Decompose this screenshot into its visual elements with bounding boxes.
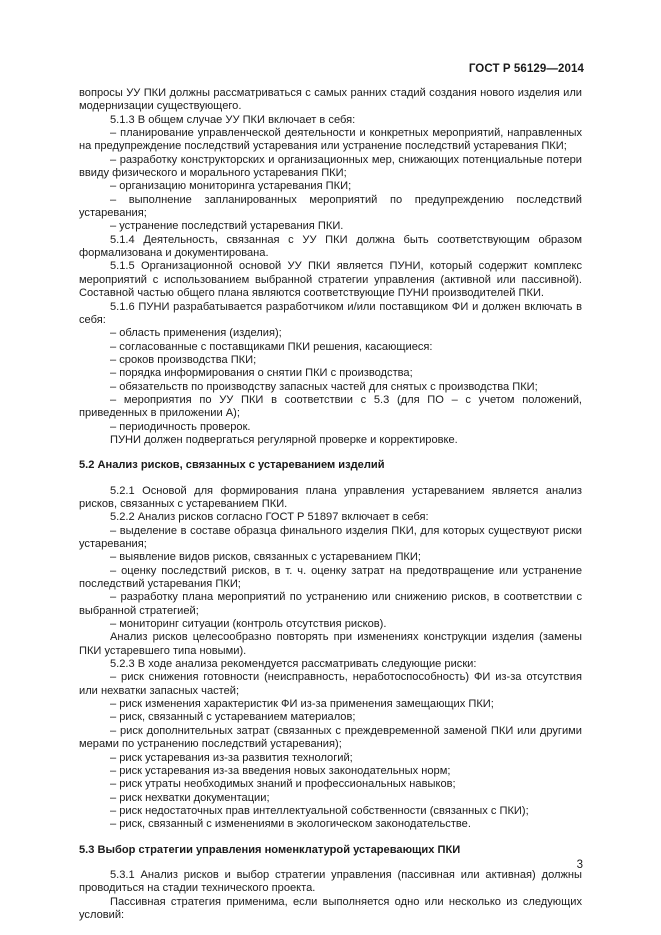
paragraph: – риск дополнительных затрат (связанных с преждевременной заменой ПКИ или другими мерами по устранению последствий устаревания);	[79, 724, 582, 751]
paragraph: – риск устаревания из-за развития технологий;	[110, 751, 353, 764]
paragraph: – порядка информирования о снятии ПКИ с производства;	[110, 367, 413, 380]
paragraph: вопросы УУ ПКИ должны рассматриваться с самых ранних стадий создания нового изделия или модернизации существующего.	[79, 87, 582, 113]
section-title: 5.3 Выбор стратегии управления номенклатурой устаревающих ПКИ	[79, 843, 461, 856]
paragraph: – риск снижения готовности (неисправность, неработоспособность) ФИ из-за отсутствия или нехватки запасных частей;	[79, 671, 582, 697]
paragraph: – мониторинг ситуации (контроль отсутствия рисков).	[110, 618, 387, 631]
section-title: 5.2 Анализ рисков, связанных с устареванием изделий	[79, 459, 385, 472]
paragraph: – оценку последствий рисков, в т. ч. оценку затрат на предотвращение или устранение последствий устаревания ПКИ;	[79, 564, 582, 591]
paragraph: – сроков производства ПКИ;	[110, 353, 257, 366]
paragraph: 5.1.4 Деятельность, связанная с УУ ПКИ должна быть соответствующим образом формализована и документирована.	[79, 233, 582, 260]
paragraph: – планирование управленческой деятельности и конкретных мероприятий, направленных на предупреждение последствий устаревания или устранение последствий устаревания ПКИ;	[79, 127, 582, 153]
paragraph: ПУНИ должен подвергаться регулярной проверке и корректировке.	[110, 433, 458, 446]
paragraph: – обязательств по производству запасных частей для снятых с производства ПКИ;	[110, 380, 538, 393]
paragraph: – разработку плана мероприятий по устранению или снижению рисков, в соответствии с выбранной стратегией;	[79, 591, 582, 617]
paragraph: – риск изменения характеристик ФИ из-за применения замещающих ПКИ;	[110, 698, 494, 711]
paragraph: – риск утраты необходимых знаний и профессиональных навыков;	[110, 778, 456, 791]
paragraph: – согласованные с поставщиками ПКИ решения, касающиеся:	[110, 340, 433, 353]
paragraph: – область применения (изделия);	[110, 327, 282, 340]
paragraph: – выполнение запланированных мероприятий по предупреждению последствий устаревания;	[79, 193, 582, 220]
paragraph: – риск устаревания из-за введения новых законодательных норм;	[110, 764, 451, 777]
document-body	[79, 87, 582, 922]
paragraph: – мероприятия по УУ ПКИ в соответствии с 5.3 (для ПО – с учетом положений, приведенных в приложении А);	[79, 393, 582, 420]
paragraph: 5.1.3 В общем случае УУ ПКИ включает в себя:	[110, 113, 356, 126]
paragraph: 5.2.3 В ходе анализа рекомендуется рассматривать следующие риски:	[110, 658, 477, 671]
paragraph: – разработку конструкторских и организационных мер, снижающих потенциальные потери ввиду физического и морального устаревания ПКИ;	[79, 153, 582, 180]
document-header: ГОСТ Р 56129—2014	[468, 63, 584, 75]
paragraph: Пассивная стратегия применима, если выполняется одно или несколько из следующих условий:	[79, 895, 582, 921]
paragraph: Анализ рисков целесообразно повторять при изменениях конструкции изделия (замены ПКИ устаревшего типа новыми).	[79, 631, 582, 657]
paragraph: 5.1.5 Организационной основой УУ ПКИ является ПУНИ, который содержит комплекс мероприятий с использованием выбранной стратегии управления (активной или пассивной). Составной частью общего плана являются соответствующие ПУНИ производителей ПКИ.	[79, 260, 582, 300]
paragraph: – выделение в составе образца финального изделия ПКИ, для которых существуют риски устаревания;	[79, 524, 582, 550]
paragraph: – выявление видов рисков, связанных с устареванием ПКИ;	[110, 551, 421, 564]
paragraph: 5.2.1 Основой для формирования плана управления устареванием является анализ рисков, связанных с устареванием ПКИ.	[79, 484, 582, 510]
paragraph: – риск нехватки документации;	[110, 791, 270, 804]
paragraph: – организацию мониторинга устаревания ПКИ;	[110, 180, 352, 193]
paragraph: 5.2.2 Анализ рисков согласно ГОСТ Р 51897 включает в себя:	[110, 511, 429, 524]
paragraph: – риск, связанный с изменениями в экологическом законодательстве.	[110, 818, 471, 831]
paragraph: – периодичность проверок.	[110, 420, 251, 433]
paragraph: 5.3.1 Анализ рисков и выбор стратегии управления (пассивная или активная) должны проводиться на стадии технического проекта.	[79, 868, 582, 895]
paragraph: – устранение последствий устаревания ПКИ.	[110, 220, 344, 233]
paragraph: – риск, связанный с устареванием материалов;	[110, 711, 356, 724]
paragraph: – риск недостаточных прав интеллектуальной собственности (связанных с ПКИ);	[110, 804, 529, 817]
paragraph: 5.1.6 ПУНИ разрабатывается разработчиком и/или поставщиком ФИ и должен включать в себя:	[79, 300, 582, 326]
page-number: 3	[576, 859, 583, 871]
